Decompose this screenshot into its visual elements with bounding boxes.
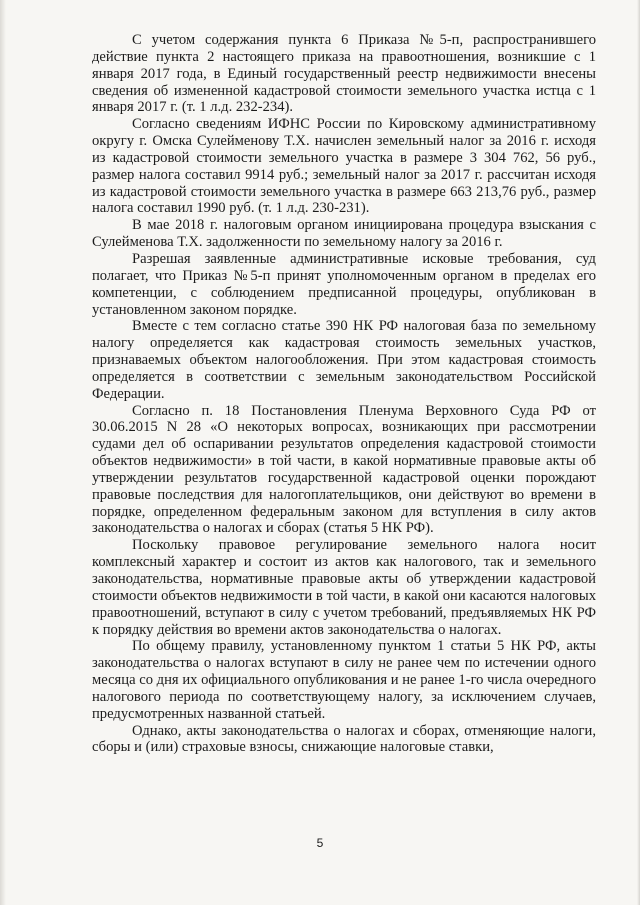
page-number: 5 [316,836,324,850]
paragraph-1: С учетом содержания пункта 6 Приказа №5-п, распространившего действие пункта 2 настоящего приказа на правоотношения, возникшие с 1 января 2017 года, в Единый государственный реестр недвижимости внесены сведения об измененной кадастровой стоимости земельного участка истца с 1 января 2017 г. (т. 1 л.д. 232-234). [92,32,596,116]
paragraph-4: Разрешая заявленные административные исковые требования, суд полагает, что Приказ №5-п принят уполномоченным органом в пределах его компетенции, с соблюдением предписанной процедуры, опубликован в установленном законом порядке. [92,250,596,318]
paragraph-9: Однако, акты законодательства о налогах и сборах, отменяющие налоги, сборы и (или) страховые взносы, снижающие налоговые ставки, [92,722,596,756]
paragraph-7: Поскольку правовое регулирование земельного налога носит комплексный характер и состоит из актов как налогового, так и земельного законодательства, нормативные правовые акты об утверждении кадастровой стоимости объектов недвижимости в той части, в какой они касаются налоговых правоотношений, вступают в силу с учетом требований, предъявляемых НК РФ к порядку действия во времени актов законодательства о налогах. [92,537,596,638]
body-text [92,32,596,756]
scan-left-edge [0,0,6,905]
paragraph-8: По общему правилу, установленному пунктом 1 статьи 5 НК РФ, акты законодательства о налогах вступают в силу не ранее чем по истечении одного месяца со дня их официального опубликования и не ранее 1-го числа очередного налогового периода по соответствующему налогу, за исключением случаев, предусмотренных названной статьей. [92,638,596,722]
paragraph-3: В мае 2018 г. налоговым органом инициирована процедура взыскания с Сулейменова Т.Х. задолженности по земельному налогу за 2016 г. [92,217,596,251]
paragraph-2: Согласно сведениям ИФНС России по Кировскому административному округу г. Омска Сулейменову Т.Х. начислен земельный налог за 2016 г. исходя из кадастровой стоимости земельного участка в размере 3 304 762, 56 руб., размер налога составил 9914 руб.; земельный налог за 2017 г. рассчитан исходя из кадастровой стоимости земельного участка в размере 663 213,76 руб., размер налога составил 1990 руб. (т. 1 л.д. 230-231). [92,116,596,217]
paragraph-6: Согласно п. 18 Постановления Пленума Верховного Суда РФ от 30.06.2015 N 28 «О некоторых вопросах, возникающих при рассмотрении судами дел об оспаривании результатов определения кадастровой стоимости объектов недвижимости» в той части, в какой нормативные правовые акты об утверждении результатов государственной кадастровой оценки порождают правовые последствия для налогоплательщиков, они действуют во времени в порядке, определенном федеральным законом для вступления в силу актов законодательства о налогах и сборах (статья 5 НК РФ). [92,402,596,537]
paragraph-5: Вместе с тем согласно статье 390 НК РФ налоговая база по земельному налогу определяется как кадастровая стоимость земельных участков, признаваемых объектом налогообложения. При этом кадастровая стоимость определяется в соответствии с земельным законодательством Российской Федерации. [92,318,596,402]
